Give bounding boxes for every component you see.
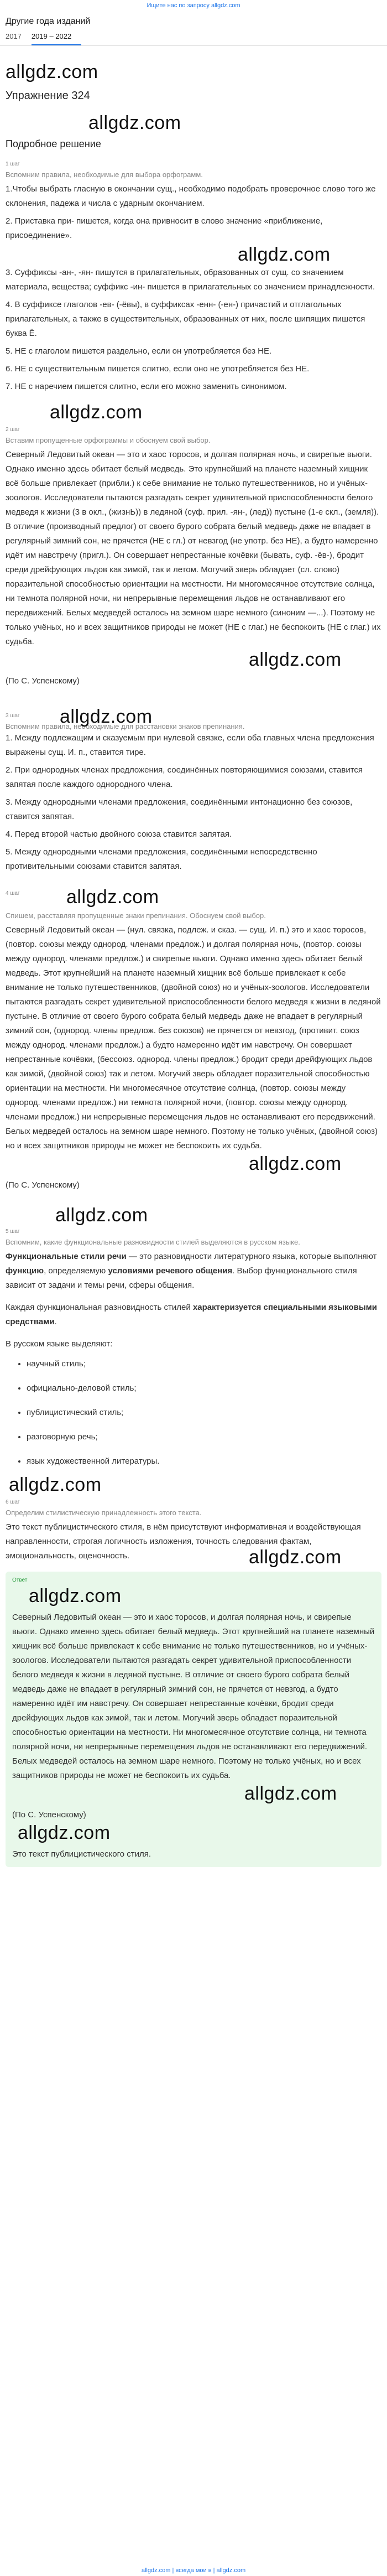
year-tab-2017[interactable]: 2017 <box>6 32 22 40</box>
watermark: allgdz.com <box>6 61 98 82</box>
watermark: allgdz.com <box>55 1205 148 1226</box>
step-text: Северный Ледовитый океан — (нул. связка, подлеж. и сказ. — сущ. И. п.) это и хаос торосов, (повтор. союзы между однород. членами предлож.) и долгая полярная ночь, (повтор. союзы между однород. членами предлож.) и свирепые вьюги. Однако именно здесь обитает белый медведь. Этот крупнейший на планете наземный хищник всё больше привлекает к себе внимание не только путешественников, (двойной союз) но и учёных-зоологов. Исследователи пытаются разгадать секрет удивительной приспособленности белого медведя к жизни в ледяной пустыне. В отличие от своего бурого собрата белый медведь даже не впадает в регулярный зимний сон, (однород. члены предлож. без союзов) не прячется от невзгод, (противит. союз между однород. членами предлож.) а будто намеренно идёт им навстречу. Он совершает непрестанные кочёвки, (бессоюз. однород. члены предлож.) бродит среди дрейфующих льдов как зимой, (двойной союз) так и летом. Могучий зверь обладает поразительной способностью ориентации на местности. Ни многомесячное отсутствие солнца, (повтор. союзы между однород. членами предлож.) ни темнота полярной ночи, (повтор. союзы между однород. членами предлож.) ни непрерывные перемещения льдов не останавливают его передвижений. Белых медведей осталось на земном шаре немного. Поэтому не только учёных, (двойной союз) но и всех защитников природы не может не беспокоить их судьба. <box>6 925 381 1150</box>
rule-item: 4. Перед второй частью двойного союза ставится запятая. <box>6 830 232 839</box>
step-text: Северный Ледовитый океан — это и хаос торосов, и долгая полярная ночь, и свирепые вьюги. Однако именно здесь обитает белый медведь. Это крупнейший на планете наземный хищник всё больше привлекает (прибли.) к себе внимание не только путешественников, но и учёных-зоологов. Исследователи пытаются разгадать секрет удивительной приспособленности белого медведя к жизни (3 в окл., (жизнЬ)) в ледяной (суф. прил. -ян-, (лед)) пустыне (1-е скл., (земля)). В отличие (производный предлог) от своего бурого собрата белый медведь даже не впадает в регулярный зимний сон, не прячется (НЕ с гл.) от невзгод (не употр. без НЕ), а будто намеренно идёт им навстречу (пригл.). Он совершает непрестанные кочёвки (бывать, суф. -ёв-), бродит среди дрейфующих льдов как зимой, так и летом. Могучий зверь обладает (сл. слово) поразительной способностью ориентации на местности. Ни многомесячное отсутствие солнца, ни темнота полярной ночи, ни непрерывные перемещения льдов не останавливают его передвижений. Белых медведей осталось на земном шаре немного (синоним —...). Поэтому не только учёных, но и всех защитников природы не может (НЕ с глаг.) не беспокоить (НЕ с глаг.) их судьба. <box>6 450 381 646</box>
step-desc: Вставим пропущенные орфограммы и обоснуем свой выбор. <box>6 436 211 444</box>
list-item: • официально-деловой стиль; <box>27 1381 381 1396</box>
rule-item: 7. НЕ с наречием пишется слитно, если его можно заменить синонимом. <box>6 382 287 391</box>
step-desc: Спишем, расставляя пропущенные знаки препинания. Обоснуем свой выбор. <box>6 911 266 920</box>
rule-item: 3. Между однородными членами предложения, соединёнными интонационно без союзов, ставится запятая. <box>6 797 353 821</box>
watermark: allgdz.com <box>66 887 159 908</box>
watermark: allgdz.com <box>238 244 331 265</box>
step-label: 6 шаг <box>6 1499 20 1505</box>
watermark: allgdz.com <box>50 402 143 423</box>
answer-label: Ответ <box>12 1577 28 1583</box>
author: (По С. Успенскому) <box>6 676 80 686</box>
footer[interactable]: allgdz.com | всегда мои в | allgdz.com <box>141 2567 246 2574</box>
step-label: 5 шаг <box>6 1229 20 1235</box>
watermark: allgdz.com <box>18 1822 111 1843</box>
term-language-means: характеризуется специальными языковыми средствами <box>6 1303 377 1326</box>
rules-list <box>6 731 381 874</box>
year-tab-2019-2022[interactable]: 2019 – 2022 <box>32 30 81 45</box>
styles-definition <box>6 1250 381 1293</box>
term-conditions: условиями речевого общения <box>108 1266 233 1276</box>
top-note[interactable]: Ищите нас по запросу allgdz.com <box>147 2 240 9</box>
watermark: allgdz.com <box>9 1474 102 1495</box>
years-tabs <box>0 30 387 46</box>
term-functional-styles: Функциональные стили речи <box>6 1252 127 1261</box>
text-fragment: . Выбор функционального стиля зависит от задачи и темы речи, сферы общения. <box>6 1266 357 1290</box>
rule-item: 5. НЕ с глаголом пишется раздельно, если он употребляется без НЕ. <box>6 346 272 356</box>
answer-text: Северный Ледовитый океан — это и хаос торосов, и долгая полярная ночь, и свирепые вьюги. Однако именно здесь обитает белый медведь. Этот крупнейший на планете наземный хищник всё больше привлекает к себе внимание не только путешественников, но и учёных-зоологов. Исследователи пытаются разгадать секрет удивительной приспособленности белого медведя к жизни в ледяной пустыне. В отличие от своего бурого собрата белый медведь даже не впадает в регулярный зимний сон, не прячется от невзгод, а будто намеренно идёт им навстречу. Он совершает непрестанные кочёвки, бродит среди дрейфующих льдов как зимой, так и летом. Могучий зверь обладает поразительной способностью ориентации на местности. Ни многомесячное отсутствие солнца, ни темнота полярной ночи, ни непрерывные перемещения льдов не останавливают его передвижений. Белых медведей осталось на земном шаре немного. Поэтому не только учёных, но и всех защитников природы не может не беспокоить их судьба. <box>12 1613 375 1780</box>
other-years-title: Другие года изданий <box>6 17 91 26</box>
text-fragment: — это разновидности литературного языка, которые выполняют <box>126 1252 377 1261</box>
step-desc: Вспомним правила, необходимые для выбора орфограмм. <box>6 170 203 179</box>
step-5 <box>0 1193 387 1496</box>
solution-title: Подробное решение <box>6 138 101 149</box>
styles-list <box>6 1357 381 1469</box>
rule-item: 4. В суффиксе глаголов -ев- (-ёвы), в суффиксах -енн- (-ен-) причастий и отглагольных прилагательных, а также в существительных, образованных от них, после шипящих пишется буква Ё. <box>6 300 365 338</box>
rule-item: 5. Между однородными членами предложения, соединёнными непосредственно противительными союзами ставится запятая. <box>6 847 317 871</box>
step-label: 1 шаг <box>6 161 20 167</box>
rule-item: 1. Между подлежащим и сказуемым при нулевой связке, если оба главных члена предложения выражены сущ. И. п., ставится тире. <box>6 733 374 757</box>
watermark: allgdz.com <box>249 1547 342 1568</box>
list-item: • научный стиль; <box>27 1357 381 1371</box>
author: (По С. Успенскому) <box>12 1810 86 1820</box>
watermark: allgdz.com <box>249 649 342 670</box>
step-6 <box>0 1499 387 1568</box>
list-item: • язык художественной литературы. <box>27 1454 381 1469</box>
answer-style-note: Это текст публицистического стиля. <box>12 1849 151 1859</box>
answer-box <box>6 1572 381 1867</box>
rule-item: 1.Чтобы выбрать гласную в окончании сущ., необходимо подобрать проверочное слово того же склонения, падежа и числа с ударным окончанием. <box>6 184 376 208</box>
exercise-title: Упражнение 324 <box>6 90 90 102</box>
step-label: 3 шаг <box>6 713 20 719</box>
watermark: allgdz.com <box>29 1585 122 1606</box>
rule-item: 2. Приставка при- пишется, когда она привносит в слово значение «приближение, присоединение». <box>6 216 323 240</box>
step-desc: Вспомним правила, необходимые для расстановки знаков препинания. <box>6 722 245 730</box>
step-label: 4 шаг <box>6 890 20 896</box>
rule-item: 3. Суффиксы -ан-, -ян- пишутся в прилагательных, образованных от сущ. со значением материала, вещества; суффикс -ин- пишется в прилагательных со значением принадлежности. <box>6 268 375 292</box>
step-label: 2 шаг <box>6 427 20 433</box>
step-1 <box>0 161 387 394</box>
step-4 <box>0 887 387 1193</box>
watermark: allgdz.com <box>249 1153 342 1174</box>
watermark: allgdz.com <box>88 112 181 133</box>
watermark: allgdz.com <box>60 706 153 727</box>
text-fragment: Каждая функциональная разновидность стилей <box>6 1303 193 1312</box>
list-intro: В русском языке выделяют: <box>6 1339 113 1349</box>
term-function: функцию <box>6 1266 44 1276</box>
watermark: allgdz.com <box>244 1783 337 1804</box>
step-desc: Определим стилистическую принадлежность этого текста. <box>6 1509 202 1517</box>
list-item: • разговорную речь; <box>27 1430 381 1444</box>
text-fragment: , определяемую <box>44 1266 108 1276</box>
step-desc: Вспомним, какие функциональные разновидности стилей выделяются в русском языке. <box>6 1238 300 1246</box>
step-text: Это текст публицистического стиля, в нём присутствуют информативная и воздействующая направленности, строгая логичность изложения, точность следования фактам, эмоциональность, оценочность. <box>6 1522 361 1561</box>
author: (По С. Успенскому) <box>6 1180 80 1190</box>
step-3 <box>0 706 387 874</box>
rule-item: 6. НЕ с существительным пишется слитно, если оно не употребляется без НЕ. <box>6 364 310 374</box>
styles-characteristic <box>6 1300 381 1329</box>
step-2 <box>0 427 387 688</box>
text-fragment: . <box>54 1317 57 1326</box>
list-item: • публицистический стиль; <box>27 1406 381 1420</box>
rules-list <box>6 182 381 394</box>
rule-item: 2. При однородных членах предложения, соединённых повторяющимися союзами, ставится запятая после каждого однородного члена. <box>6 765 363 789</box>
